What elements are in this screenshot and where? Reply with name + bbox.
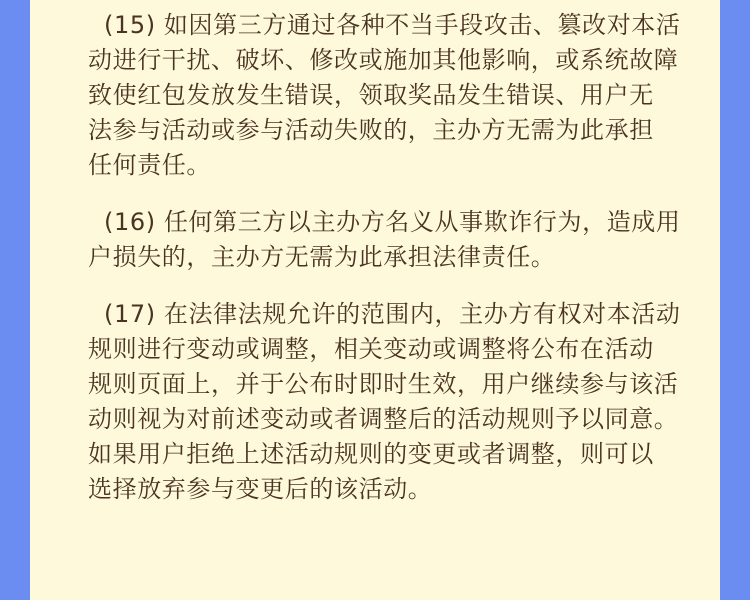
clause-16: (16) 任何第三方以主办方名义从事欺诈行为，造成用 户损失的，主办方无需为此承担法律责任。 [88,208,681,271]
rules-card [30,0,720,600]
clause-15: (15) 如因第三方通过各种不当手段攻击、篡改对本活 动进行干扰、破坏、修改或施加其他影响，或系统故障 致使红包发放发生错误，领取奖品发生错误、用户无 法参与活动或参与活动失败的，主办方无需为此承担 任何责任。 [88,11,681,179]
clause-17: (17) 在法律法规允许的范围内，主办方有权对本活动 规则进行变动或调整，相关变动或调整将公布在活动 规则页面上，并于公布时即时生效，用户继续参与该活 动则视为对前述变动或者调整后的活动规则予以同意。 如果用户拒绝上述活动规则的变更或者调整，则可以 选择放弃参与变更后的该活动。 [88,300,681,503]
